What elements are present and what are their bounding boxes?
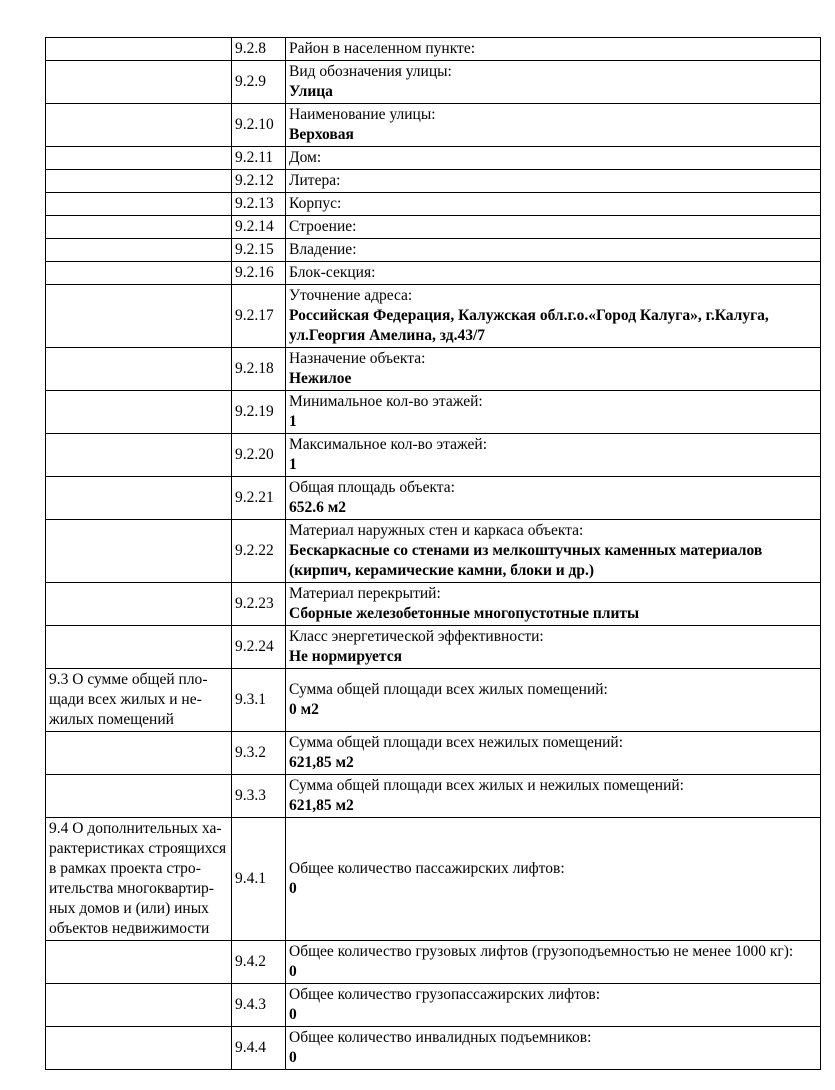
section-cell: 9.4 О дополнительных характеристиках строящихся в рамках проекта строительства многоквартирных домов и (или) иных объектов недвижимости xyxy=(46,818,232,941)
item-label: Сумма общей площади всех жилых и нежилых помещений: xyxy=(289,777,684,794)
table-row xyxy=(46,61,821,104)
item-number: 9.2.16 xyxy=(232,262,286,285)
item-content-cell xyxy=(286,147,821,170)
section-cell xyxy=(46,61,232,104)
section-cell: 9.3 О сумме общей площади всех жилых и нежилых помещений xyxy=(46,669,232,732)
item-label: Материал наружных стен и каркаса объекта: xyxy=(289,522,584,539)
table-row xyxy=(46,262,821,285)
item-value: Бескаркасные со стенами из мелкоштучных каменных материалов (кирпич, керамические камни, блоки и др.) xyxy=(289,542,763,579)
item-label: Класс энергетической эффективности: xyxy=(289,628,544,645)
item-content-cell xyxy=(286,61,821,104)
item-label: Блок-секция: xyxy=(289,264,376,281)
item-value: 621,85 м2 xyxy=(289,797,354,814)
item-number: 9.4.3 xyxy=(232,984,286,1027)
section-cell xyxy=(46,775,232,818)
item-number: 9.2.23 xyxy=(232,583,286,626)
section-cell xyxy=(46,583,232,626)
item-content-cell xyxy=(286,193,821,216)
item-label: Назначение объекта: xyxy=(289,350,426,367)
table-row xyxy=(46,669,821,732)
table-row xyxy=(46,170,821,193)
item-value: 1 xyxy=(289,456,297,473)
section-cell xyxy=(46,520,232,583)
item-value: 0 xyxy=(289,1006,297,1023)
table-row xyxy=(46,239,821,262)
item-content-cell xyxy=(286,941,821,984)
table-row xyxy=(46,583,821,626)
section-cell xyxy=(46,348,232,391)
item-number: 9.3.3 xyxy=(232,775,286,818)
item-label: Литера: xyxy=(289,172,341,189)
item-label: Сумма общей площади всех нежилых помещений: xyxy=(289,734,624,751)
item-content-cell xyxy=(286,477,821,520)
item-value: Российская Федерация, Калужская обл.г.о.«Город Калуга», г.Калуга, ул.Георгия Амелина, зд.43/7 xyxy=(289,307,769,344)
item-content-cell xyxy=(286,216,821,239)
item-number: 9.2.18 xyxy=(232,348,286,391)
section-cell xyxy=(46,434,232,477)
section-cell xyxy=(46,1027,232,1070)
item-value: 652.6 м2 xyxy=(289,499,347,516)
item-label: Район в населенном пункте: xyxy=(289,40,475,57)
item-number: 9.2.9 xyxy=(232,61,286,104)
item-content-cell xyxy=(286,104,821,147)
table-row xyxy=(46,732,821,775)
section-cell xyxy=(46,216,232,239)
table-row xyxy=(46,775,821,818)
section-cell xyxy=(46,477,232,520)
declaration-table xyxy=(45,37,821,1070)
section-cell xyxy=(46,239,232,262)
declaration-table-body xyxy=(46,38,821,1070)
table-row xyxy=(46,285,821,348)
table-row xyxy=(46,348,821,391)
item-value: Не нормируется xyxy=(289,648,403,665)
table-row xyxy=(46,941,821,984)
item-value: Верховая xyxy=(289,126,354,143)
item-content-cell xyxy=(286,285,821,348)
table-row xyxy=(46,193,821,216)
table-row xyxy=(46,147,821,170)
item-value: Улица xyxy=(289,83,333,100)
table-row xyxy=(46,818,821,941)
item-content-cell xyxy=(286,38,821,61)
item-label: Уточнение адреса: xyxy=(289,287,413,304)
section-cell xyxy=(46,941,232,984)
item-label: Строение: xyxy=(289,218,357,235)
item-label: Максимальное кол-во этажей: xyxy=(289,436,487,453)
item-number: 9.3.2 xyxy=(232,732,286,775)
item-value: Сборные железобетонные многопустотные плиты xyxy=(289,605,640,622)
item-content-cell xyxy=(286,732,821,775)
item-content-cell xyxy=(286,775,821,818)
section-cell xyxy=(46,732,232,775)
item-content-cell xyxy=(286,1027,821,1070)
item-value: 0 xyxy=(289,1049,297,1066)
item-value: 621,85 м2 xyxy=(289,754,354,771)
table-row xyxy=(46,520,821,583)
item-value: 0 м2 xyxy=(289,701,319,718)
item-number: 9.2.10 xyxy=(232,104,286,147)
item-content-cell xyxy=(286,669,821,732)
item-number: 9.2.24 xyxy=(232,626,286,669)
item-label: Дом: xyxy=(289,149,322,166)
section-cell xyxy=(46,285,232,348)
section-cell xyxy=(46,262,232,285)
item-label: Общая площадь объекта: xyxy=(289,479,455,496)
item-content-cell xyxy=(286,520,821,583)
section-cell xyxy=(46,170,232,193)
item-value: 1 xyxy=(289,413,297,430)
item-content-cell xyxy=(286,262,821,285)
item-label: Корпус: xyxy=(289,195,342,212)
item-number: 9.4.2 xyxy=(232,941,286,984)
table-row xyxy=(46,984,821,1027)
item-content-cell xyxy=(286,170,821,193)
item-value: Нежилое xyxy=(289,370,352,387)
section-cell xyxy=(46,38,232,61)
item-value: 0 xyxy=(289,963,297,980)
table-row xyxy=(46,477,821,520)
section-cell xyxy=(46,984,232,1027)
item-label: Наименование улицы: xyxy=(289,106,436,123)
item-number: 9.2.21 xyxy=(232,477,286,520)
item-number: 9.2.12 xyxy=(232,170,286,193)
section-cell xyxy=(46,147,232,170)
item-content-cell xyxy=(286,348,821,391)
item-label: Общее количество пассажирских лифтов: xyxy=(289,860,565,877)
item-number: 9.2.19 xyxy=(232,391,286,434)
item-content-cell xyxy=(286,434,821,477)
section-cell xyxy=(46,391,232,434)
item-content-cell xyxy=(286,391,821,434)
item-number: 9.3.1 xyxy=(232,669,286,732)
section-cell xyxy=(46,193,232,216)
item-number: 9.2.13 xyxy=(232,193,286,216)
item-label: Владение: xyxy=(289,241,357,258)
item-number: 9.2.14 xyxy=(232,216,286,239)
item-number: 9.4.1 xyxy=(232,818,286,941)
item-content-cell xyxy=(286,239,821,262)
table-row xyxy=(46,38,821,61)
item-label: Минимальное кол-во этажей: xyxy=(289,393,483,410)
item-number: 9.2.11 xyxy=(232,147,286,170)
table-row xyxy=(46,104,821,147)
item-content-cell xyxy=(286,818,821,941)
item-number: 9.2.22 xyxy=(232,520,286,583)
item-value: 0 xyxy=(289,880,297,897)
item-label: Сумма общей площади всех жилых помещений: xyxy=(289,681,608,698)
item-label: Вид обозначения улицы: xyxy=(289,63,452,80)
item-content-cell xyxy=(286,583,821,626)
section-cell xyxy=(46,104,232,147)
item-number: 9.2.15 xyxy=(232,239,286,262)
table-row xyxy=(46,391,821,434)
table-row xyxy=(46,216,821,239)
table-row xyxy=(46,626,821,669)
item-number: 9.2.20 xyxy=(232,434,286,477)
item-label: Общее количество грузопассажирских лифтов: xyxy=(289,986,601,1003)
item-number: 9.2.17 xyxy=(232,285,286,348)
item-label: Общее количество инвалидных подъемников: xyxy=(289,1029,592,1046)
item-content-cell xyxy=(286,984,821,1027)
item-label: Материал перекрытий: xyxy=(289,585,441,602)
item-label: Общее количество грузовых лифтов (грузоподъемностью не менее 1000 кг): xyxy=(289,943,794,960)
item-content-cell xyxy=(286,626,821,669)
item-number: 9.2.8 xyxy=(232,38,286,61)
section-cell xyxy=(46,626,232,669)
item-number: 9.4.4 xyxy=(232,1027,286,1070)
table-row xyxy=(46,1027,821,1070)
table-row xyxy=(46,434,821,477)
